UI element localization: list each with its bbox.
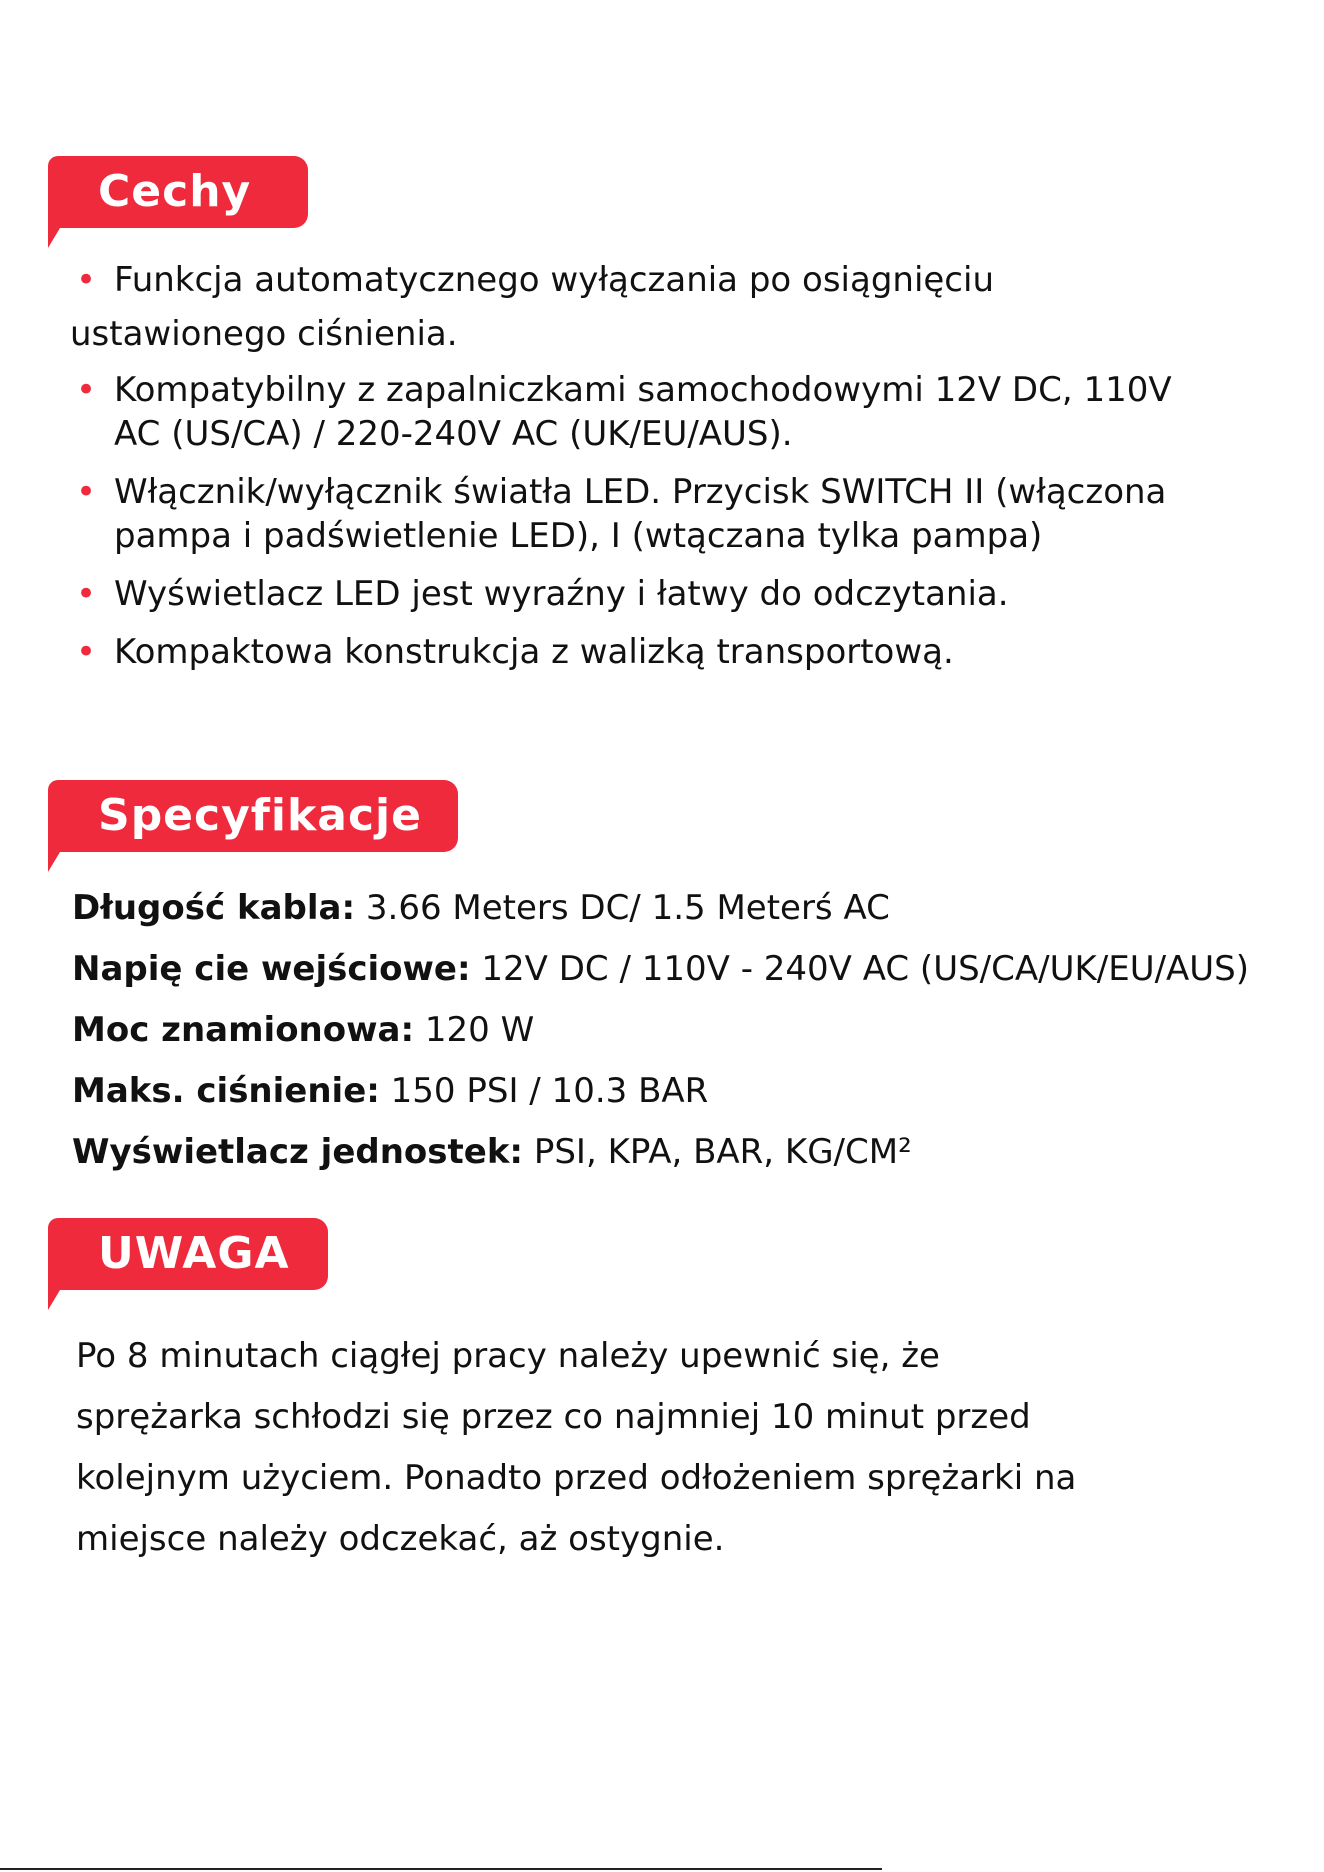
spec-label: Długość kabla: [72,888,356,928]
spec-value: 120 W [424,1010,535,1050]
list-item: • Kompaktowa konstrukcja z walizką transportową. [76,632,954,672]
text-line: kolejnym użyciem. Ponadto przed odłożeniem sprężarki na [76,1458,1077,1498]
bullet-icon: • [76,370,97,410]
list-item: • Włącznik/wyłącznik światła LED. Przycisk SWITCH II (włączona pampa i padświetlenie LED), I (wtączana tylka pampa) [76,472,1167,556]
section-header-warning [48,1218,328,1290]
spec-value: PSI, KPA, BAR, KG/CM² [533,1132,912,1172]
feature-list [70,258,1290,688]
spec-row [72,939,1312,1000]
section-header-specs [48,780,458,852]
spec-value: 3.66 Meters DC/ 1.5 Meterś AC [365,888,890,928]
section-title: Specyfikacje [98,790,422,841]
warning-text [76,1326,1216,1570]
list-item: • Funkcja automatycznego wyłączania po osiągnięciu [76,260,994,300]
text-line: Po 8 minutach ciągłej pracy należy upewnić się, że [76,1336,940,1376]
list-item: • Kompatybilny z zapalniczkami samochodowymi 12V DC, 110V AC (US/CA) / 220-240V AC (UK/EU/AUS). [76,370,1172,454]
bullet-icon: • [76,260,97,300]
spec-label: Maks. ciśnienie: [72,1071,380,1111]
spec-value: 12V DC / 110V - 240V AC (US/CA/UK/EU/AUS) [481,949,1250,989]
section-header-features [48,156,308,228]
spec-label: Napię cie wejściowe: [72,949,471,989]
footer-divider [0,1868,882,1870]
section-title: Cechy [98,166,252,217]
text-line: sprężarka schłodzi się przez co najmniej 10 minut przed [76,1397,1031,1437]
spec-list [72,878,1312,1183]
text-line: miejsce należy odczekać, aż ostygnie. [76,1519,725,1559]
spec-value: 150 PSI / 10.3 BAR [390,1071,709,1111]
bullet-icon: • [76,632,97,672]
list-item: • Wyświetlacz LED jest wyraźny i łatwy do odczytania. [76,574,1009,614]
bullet-icon: • [76,574,97,614]
spec-row [72,1000,1312,1061]
spec-label: Moc znamionowa: [72,1010,415,1050]
bullet-icon: • [76,472,97,512]
spec-label: Wyświetlacz jednostek: [72,1132,524,1172]
spec-row [72,1122,1312,1183]
spec-row [72,1061,1312,1122]
section-title: UWAGA [98,1228,290,1279]
spec-row [72,878,1312,939]
list-item-continuation: ustawionego ciśnienia. [70,314,458,354]
